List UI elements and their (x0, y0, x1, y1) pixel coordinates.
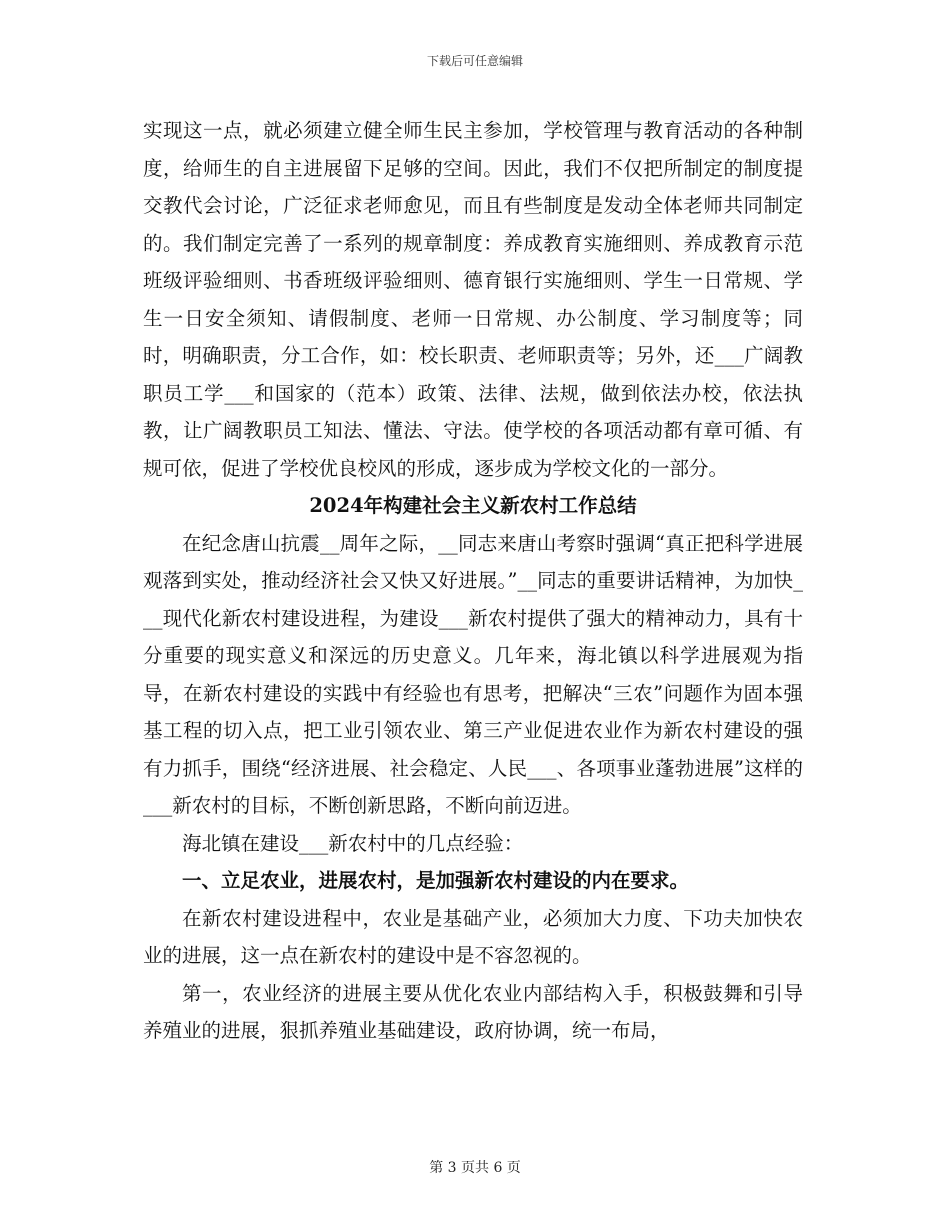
document-body (143, 112, 803, 1050)
paragraph-experience-lead: 海北镇在建设___新农村中的几点经验： (182, 831, 524, 855)
paragraph-first-point: 第一，农业经济的进展主要从优化农业内部结构入手，积极鼓舞和引导养殖业的进展，狠抓养殖业基础建设，政府协调，统一布局， (143, 981, 803, 1042)
paragraph-rules-system: 实现这一点，就必须建立健全师生民主参加，学校管理与教育活动的各种制度，给师生的自主进展留下足够的空间。因此，我们不仅把所制定的制度提交教代会讨论，广泛征求老师愈见，而且有些制度是发动全体老师共同制定的。我们制定完善了一系列的规章制度：养成教育实施细则、养成教育示范班级评验细则、书香班级评验细则、德育银行实施细则、学生一日常规、学生一日安全须知、请假制度、老师一日常规、办公制度、学习制度等；同时，明确职责，分工合作，如：校长职责、老师职责等；另外，还___广阔教职员工学___和国家的（范本）政策、法律、法规，做到依法办校，依法执教，让广阔教职员工知法、懂法、守法。使学校的各项活动都有章可循、有规可依，促进了学校优良校风的形成，逐步成为学校文化的一部分。 (143, 119, 803, 480)
heading-agriculture: 一、立足农业，进展农村，是加强新农村建设的内在要求。 (182, 869, 690, 892)
page-header: 下载后可任意编辑 (426, 54, 523, 68)
paragraph-agriculture: 在新农村建设进程中，农业是基础产业，必须加大力度、下功夫加快农业的进展，这一点在新农村的建设中是不容忽视的。 (143, 906, 803, 967)
page-footer: 第 3 页共 6 页 (429, 1160, 521, 1176)
section-title: 2024年构建社会主义新农村工作总结 (309, 494, 637, 517)
paragraph-intro: 在纪念唐山抗震__周年之际，__同志来唐山考察时强调“真正把科学进展观落到实处，推动经济社会又快又好进展。”__同志的重要讲话精神，为加快___现代化新农村建设进程，为建设___新农村提供了强大的精神动力，具有十分重要的现实意义和深远的历史意义。几年来，海北镇以科学进展观为指导，在新农村建设的实践中有经验也有思考，把解决“三农”问题作为固本强基工程的切入点，把工业引领农业、第三产业促进农业作为新农村建设的强有力抓手，围绕“经济进展、社会稳定、人民___、各项事业蓬勃进展”这样的___新农村的目标，不断创新思路，不断向前迈进。 (143, 531, 803, 817)
